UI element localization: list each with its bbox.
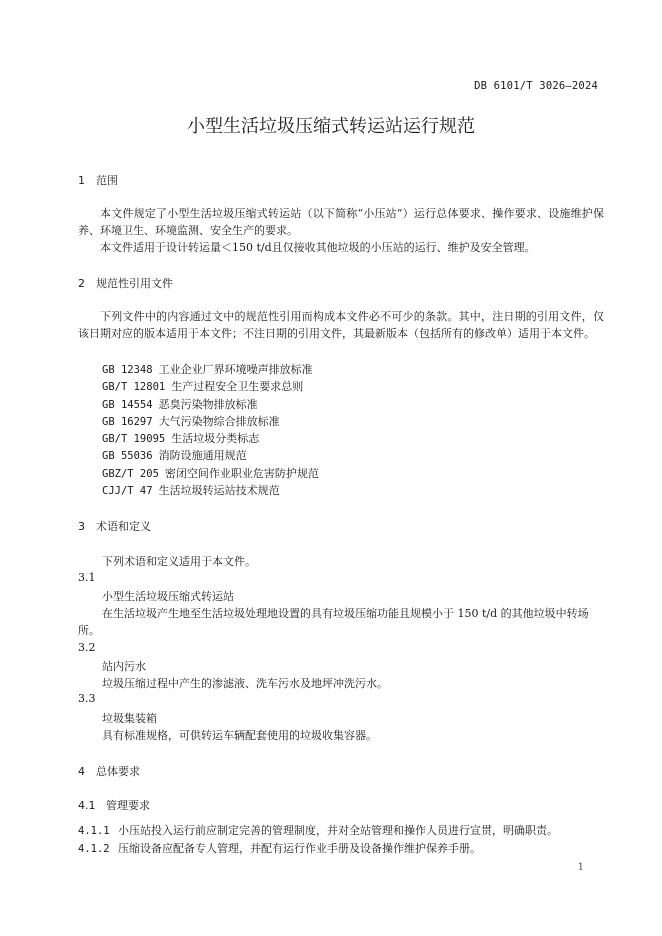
reference-item [102, 482, 280, 498]
reference-item [102, 378, 303, 394]
term-name: 小型生活垃圾压缩式转运站 [102, 590, 234, 603]
page-number: 1 [577, 862, 584, 873]
reference-title: 生产过程安全卫生要求总则 [171, 380, 304, 393]
section-1-heading [78, 172, 118, 188]
subsection-number: 4.1 [78, 799, 96, 812]
reference-item [102, 396, 258, 412]
reference-title: 密闭空间作业职业危害防护规范 [164, 467, 319, 480]
term-name: 站内污水 [102, 660, 146, 673]
reference-code: GB 12348 [102, 364, 153, 376]
section-title: 范围 [96, 174, 118, 187]
reference-item [102, 447, 247, 463]
reference-title: 消防设施通用规范 [158, 449, 247, 462]
term-definition: 垃圾压缩过程中产生的渗滤液、洗车污水及地坪冲洗污水。 [102, 677, 388, 690]
section-number: 2 [78, 277, 85, 290]
reference-item [102, 430, 259, 446]
document-number: DB 6101/T 3026—2024 [474, 80, 598, 92]
clause-item [78, 822, 558, 838]
clause-item [78, 840, 481, 856]
subsection-4-1-heading [78, 797, 150, 813]
clause-item-number: 4.1.1 [78, 825, 110, 837]
clause-item-text: 小压站投入运行前应制定完善的管理制度，并对全站管理和操作人员进行宣贯，明确职责。 [118, 824, 558, 837]
section-title: 总体要求 [96, 765, 140, 778]
reference-code: GB 14554 [102, 399, 153, 411]
section-3-heading [78, 518, 151, 534]
section-2-paragraph-1: 下列文件中的内容通过文中的规范性引用而构成本文件必不可少的条款。其中，注日期的引用文件，仅该日期对应的版本适用于本文件；不注日期的引用文件，其最新版本（包括所有的修改单）适用于本文件。 [78, 310, 604, 341]
reference-code: GB 55036 [102, 450, 153, 462]
subsection-title: 管理要求 [106, 799, 150, 812]
reference-title: 生活垃圾转运站技术规范 [158, 484, 280, 497]
section-1-paragraph-1: 本文件规定了小型生活垃圾压缩式转运站（以下简称“小压站”）运行总体要求、操作要求、设施维护保养、环境卫生、环境监测、安全生产的要求。 [78, 207, 604, 238]
reference-code: GB/T 12801 [102, 381, 166, 393]
term-name: 垃圾集装箱 [102, 712, 157, 725]
clause-number: 3.2 [78, 641, 96, 654]
document-title: 小型生活垃圾压缩式转运站运行规范 [187, 116, 475, 137]
reference-item [102, 465, 319, 481]
section-number: 1 [78, 174, 85, 187]
reference-code: CJJ/T 47 [102, 485, 153, 497]
clause-number: 3.1 [78, 571, 96, 584]
reference-item [102, 413, 280, 429]
section-3-intro: 下列术语和定义适用于本文件。 [102, 555, 256, 568]
term-definition: 具有标准规格，可供转运车辆配套使用的垃圾收集容器。 [102, 729, 377, 742]
section-title: 规范性引用文件 [96, 277, 173, 290]
section-2-heading [78, 275, 173, 291]
reference-title: 工业企业厂界环境噪声排放标准 [158, 363, 313, 376]
section-number: 3 [78, 520, 85, 533]
reference-title: 大气污染物综合排放标准 [158, 415, 280, 428]
section-number: 4 [78, 765, 85, 778]
section-4-heading [78, 763, 140, 779]
reference-code: GB 16297 [102, 416, 153, 428]
reference-code: GB/T 19095 [102, 433, 166, 445]
reference-title: 生活垃圾分类标志 [171, 432, 260, 445]
reference-code: GBZ/T 205 [102, 468, 159, 480]
reference-item [102, 361, 313, 377]
section-1-paragraph-2: 本文件适用于设计转运量＜150 t/d且仅接收其他垃圾的小压站的运行、维护及安全管理。 [100, 241, 536, 254]
clause-item-number: 4.1.2 [78, 843, 110, 855]
term-definition: 在生活垃圾产生地至生活垃圾处理地设置的具有垃圾压缩功能且规模小于 150 t/d 的其他垃圾中转场所。 [78, 607, 589, 638]
clause-item-text: 压缩设备应配备专人管理，并配有运行作业手册及设备操作维护保养手册。 [118, 842, 481, 855]
reference-title: 恶臭污染物排放标准 [158, 398, 258, 411]
clause-number: 3.3 [78, 692, 96, 705]
section-title: 术语和定义 [96, 520, 151, 533]
